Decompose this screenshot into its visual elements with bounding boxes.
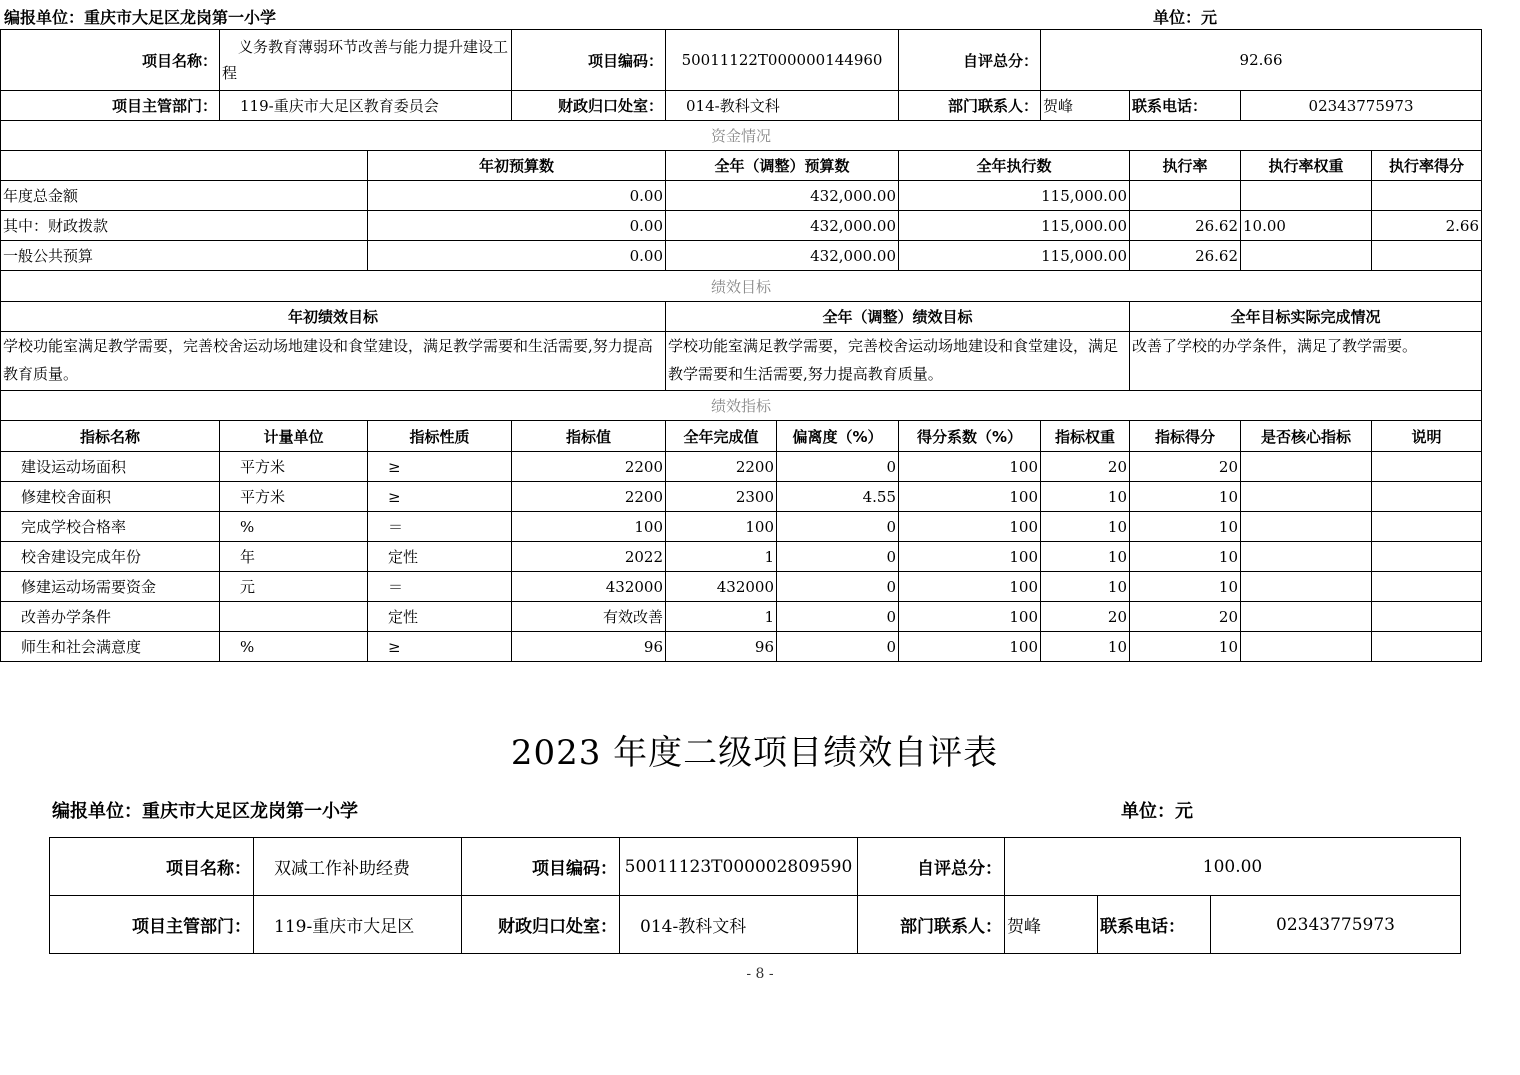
phone-label: 联系电话： bbox=[1130, 91, 1241, 121]
indicator-score: 10 bbox=[1130, 632, 1241, 662]
funds-section-title: 资金情况 bbox=[1, 121, 1482, 151]
funds-header-rate: 执行率 bbox=[1130, 151, 1241, 181]
indicator-core bbox=[1241, 632, 1372, 662]
funds-row bbox=[1, 211, 1482, 241]
funds-row-executed: 115,000.00 bbox=[899, 181, 1130, 211]
phone-label: 联系电话： bbox=[1098, 896, 1211, 954]
funds-row bbox=[1, 241, 1482, 271]
reporting-unit-label: 编报单位：重庆市大足区龙岗第一小学 bbox=[4, 8, 277, 27]
indicator-note bbox=[1372, 482, 1482, 512]
page-number: - 8 - bbox=[746, 966, 774, 982]
indicator-weight: 20 bbox=[1041, 452, 1130, 482]
funds-row-rate bbox=[1130, 181, 1241, 211]
ind-header-deviation: 偏离度（%） bbox=[777, 421, 899, 452]
ind-header-coefficient: 得分系数（%） bbox=[899, 421, 1041, 452]
indicator-note bbox=[1372, 542, 1482, 572]
indicator-score: 10 bbox=[1130, 542, 1241, 572]
project-info-row-1 bbox=[50, 838, 1461, 896]
goals-header-initial: 年初绩效目标 bbox=[1, 302, 666, 332]
indicator-deviation: 4.55 bbox=[777, 482, 899, 512]
indicator-row bbox=[1, 452, 1482, 482]
indicator-value: 2200 bbox=[512, 482, 666, 512]
indicator-note bbox=[1372, 512, 1482, 542]
self-score-label: 自评总分： bbox=[899, 30, 1041, 91]
indicator-unit: 平方米 bbox=[220, 452, 368, 482]
funds-row-weight bbox=[1241, 241, 1372, 271]
indicator-done: 432000 bbox=[666, 572, 777, 602]
indicator-name: 建设运动场面积 bbox=[1, 452, 220, 482]
indicator-deviation: 0 bbox=[777, 512, 899, 542]
indicator-core bbox=[1241, 482, 1372, 512]
funds-row-initial: 0.00 bbox=[368, 241, 666, 271]
indicator-core bbox=[1241, 452, 1372, 482]
funds-row-rate: 26.62 bbox=[1130, 241, 1241, 271]
funds-row-score: 2.66 bbox=[1372, 211, 1482, 241]
page-title: 2023 年度二级项目绩效自评表 bbox=[510, 733, 999, 773]
indicator-nature: ＝ bbox=[368, 512, 512, 542]
project-name-label: 项目名称： bbox=[50, 838, 254, 896]
phone-value: 02343775973 bbox=[1211, 896, 1461, 954]
indicator-deviation: 0 bbox=[777, 572, 899, 602]
indicator-done: 96 bbox=[666, 632, 777, 662]
indicator-nature: ≥ bbox=[368, 452, 512, 482]
indicator-coefficient: 100 bbox=[899, 602, 1041, 632]
contact-value: 贺峰 bbox=[1041, 91, 1130, 121]
contact-label: 部门联系人： bbox=[899, 91, 1041, 121]
indicator-nature: ≥ bbox=[368, 632, 512, 662]
currency-unit-label: 单位：元 bbox=[1153, 8, 1218, 27]
indicator-deviation: 0 bbox=[777, 632, 899, 662]
ind-header-core: 是否核心指标 bbox=[1241, 421, 1372, 452]
indicator-row bbox=[1, 602, 1482, 632]
indicator-name: 校舍建设完成年份 bbox=[1, 542, 220, 572]
goals-section-title: 绩效目标 bbox=[1, 271, 1482, 302]
indicator-deviation: 0 bbox=[777, 452, 899, 482]
dept-value: 119-重庆市大足区教育委员会 bbox=[220, 91, 512, 121]
funds-row bbox=[1, 181, 1482, 211]
indicator-nature: ≥ bbox=[368, 482, 512, 512]
funds-row-adjusted: 432,000.00 bbox=[666, 181, 899, 211]
indicators-header-row bbox=[1, 421, 1482, 452]
goals-adjusted-text: 学校功能室满足教学需要，完善校舍运动场地建设和食堂建设，满足教学需要和生活需要,努力提高教育质量。 bbox=[666, 332, 1130, 391]
indicator-score: 10 bbox=[1130, 482, 1241, 512]
indicator-value: 2200 bbox=[512, 452, 666, 482]
funds-row-executed: 115,000.00 bbox=[899, 211, 1130, 241]
indicator-unit: % bbox=[220, 632, 368, 662]
indicator-score: 20 bbox=[1130, 452, 1241, 482]
indicator-done: 2200 bbox=[666, 452, 777, 482]
funds-row-adjusted: 432,000.00 bbox=[666, 211, 899, 241]
indicator-unit bbox=[220, 602, 368, 632]
indicator-note bbox=[1372, 632, 1482, 662]
indicator-score: 20 bbox=[1130, 602, 1241, 632]
indicator-nature: ＝ bbox=[368, 572, 512, 602]
indicator-deviation: 0 bbox=[777, 602, 899, 632]
dept-label: 项目主管部门： bbox=[50, 896, 254, 954]
self-score-value: 92.66 bbox=[1041, 30, 1482, 91]
dept-value: 119-重庆市大足区 bbox=[254, 896, 462, 954]
funds-row-executed: 115,000.00 bbox=[899, 241, 1130, 271]
funds-header-weight: 执行率权重 bbox=[1241, 151, 1372, 181]
funds-row-label: 其中：财政拨款 bbox=[1, 211, 368, 241]
project-info-row-2 bbox=[50, 896, 1461, 954]
indicator-coefficient: 100 bbox=[899, 572, 1041, 602]
funds-section-row bbox=[1, 121, 1482, 151]
self-score-label: 自评总分： bbox=[858, 838, 1005, 896]
indicator-value: 有效改善 bbox=[512, 602, 666, 632]
contact-label: 部门联系人： bbox=[858, 896, 1005, 954]
project-code-value: 50011122T000000144960 bbox=[666, 30, 899, 91]
funds-row-rate: 26.62 bbox=[1130, 211, 1241, 241]
indicator-deviation: 0 bbox=[777, 542, 899, 572]
project-info-row-2 bbox=[1, 91, 1482, 121]
funds-row-weight: 10.00 bbox=[1241, 211, 1372, 241]
funds-row-weight bbox=[1241, 181, 1372, 211]
indicator-core bbox=[1241, 542, 1372, 572]
indicator-coefficient: 100 bbox=[899, 512, 1041, 542]
indicator-row bbox=[1, 482, 1482, 512]
indicator-value: 2022 bbox=[512, 542, 666, 572]
indicator-done: 1 bbox=[666, 602, 777, 632]
indicator-done: 1 bbox=[666, 542, 777, 572]
funds-header-initial: 年初预算数 bbox=[368, 151, 666, 181]
funds-row-label: 年度总金额 bbox=[1, 181, 368, 211]
indicator-coefficient: 100 bbox=[899, 542, 1041, 572]
indicator-done: 100 bbox=[666, 512, 777, 542]
indicator-weight: 10 bbox=[1041, 632, 1130, 662]
contact-value: 贺峰 bbox=[1005, 896, 1098, 954]
phone-value: 02343775973 bbox=[1241, 91, 1482, 121]
indicators-section-row bbox=[1, 391, 1482, 421]
ind-header-nature: 指标性质 bbox=[368, 421, 512, 452]
ind-header-score: 指标得分 bbox=[1130, 421, 1241, 452]
ind-header-done: 全年完成值 bbox=[666, 421, 777, 452]
funds-header-score: 执行率得分 bbox=[1372, 151, 1482, 181]
indicator-name: 师生和社会满意度 bbox=[1, 632, 220, 662]
indicator-weight: 10 bbox=[1041, 512, 1130, 542]
funds-row-score bbox=[1372, 181, 1482, 211]
indicator-weight: 10 bbox=[1041, 482, 1130, 512]
funds-header-adjusted: 全年（调整）预算数 bbox=[666, 151, 899, 181]
indicator-name: 改善办学条件 bbox=[1, 602, 220, 632]
goals-header-actual: 全年目标实际完成情况 bbox=[1130, 302, 1482, 332]
project-name-value: 双减工作补助经费 bbox=[254, 838, 462, 896]
indicator-row bbox=[1, 512, 1482, 542]
project-info-table-2 bbox=[49, 837, 1461, 954]
funds-row-score bbox=[1372, 241, 1482, 271]
indicator-core bbox=[1241, 512, 1372, 542]
indicator-name: 修建运动场需要资金 bbox=[1, 572, 220, 602]
indicator-score: 10 bbox=[1130, 512, 1241, 542]
indicator-note bbox=[1372, 602, 1482, 632]
dept-label: 项目主管部门： bbox=[1, 91, 220, 121]
goals-header-row bbox=[1, 302, 1482, 332]
indicator-done: 2300 bbox=[666, 482, 777, 512]
indicator-unit: 平方米 bbox=[220, 482, 368, 512]
indicator-coefficient: 100 bbox=[899, 452, 1041, 482]
funds-row-adjusted: 432,000.00 bbox=[666, 241, 899, 271]
ind-header-value: 指标值 bbox=[512, 421, 666, 452]
indicator-note bbox=[1372, 452, 1482, 482]
indicator-note bbox=[1372, 572, 1482, 602]
project-name-value: 义务教育薄弱环节改善与能力提升建设工程 bbox=[220, 30, 512, 91]
project-code-label: 项目编码： bbox=[512, 30, 666, 91]
project-code-value: 50011123T000002809590 bbox=[620, 838, 858, 896]
indicator-row bbox=[1, 542, 1482, 572]
indicator-value: 432000 bbox=[512, 572, 666, 602]
funds-row-label: 一般公共预算 bbox=[1, 241, 368, 271]
indicator-weight: 10 bbox=[1041, 542, 1130, 572]
indicator-nature: 定性 bbox=[368, 542, 512, 572]
indicator-unit: 元 bbox=[220, 572, 368, 602]
goals-content-row bbox=[1, 332, 1482, 391]
goals-initial-text: 学校功能室满足教学需要，完善校舍运动场地建设和食堂建设，满足教学需要和生活需要,努力提高教育质量。 bbox=[1, 332, 666, 391]
reporting-unit-label-2: 编报单位：重庆市大足区龙岗第一小学 bbox=[52, 801, 358, 822]
indicator-name: 完成学校合格率 bbox=[1, 512, 220, 542]
indicator-coefficient: 100 bbox=[899, 482, 1041, 512]
ind-header-weight: 指标权重 bbox=[1041, 421, 1130, 452]
indicator-score: 10 bbox=[1130, 572, 1241, 602]
project-name-label: 项目名称： bbox=[1, 30, 220, 91]
finance-office-label: 财政归口处室： bbox=[512, 91, 666, 121]
ind-header-unit: 计量单位 bbox=[220, 421, 368, 452]
goals-actual-text: 改善了学校的办学条件，满足了教学需要。 bbox=[1130, 332, 1482, 391]
goals-header-adjusted: 全年（调整）绩效目标 bbox=[666, 302, 1130, 332]
indicator-value: 100 bbox=[512, 512, 666, 542]
indicator-unit: % bbox=[220, 512, 368, 542]
funds-row-initial: 0.00 bbox=[368, 211, 666, 241]
currency-unit-label-2: 单位：元 bbox=[1121, 801, 1193, 822]
indicator-core bbox=[1241, 602, 1372, 632]
indicator-row bbox=[1, 632, 1482, 662]
indicator-weight: 10 bbox=[1041, 572, 1130, 602]
funds-header-executed: 全年执行数 bbox=[899, 151, 1130, 181]
project-evaluation-table bbox=[0, 29, 1482, 662]
goals-section-row bbox=[1, 271, 1482, 302]
indicators-section-title: 绩效指标 bbox=[1, 391, 1482, 421]
finance-office-label: 财政归口处室： bbox=[462, 896, 620, 954]
ind-header-name: 指标名称 bbox=[1, 421, 220, 452]
indicator-unit: 年 bbox=[220, 542, 368, 572]
finance-office-value: 014-教科文科 bbox=[620, 896, 858, 954]
funds-header-row bbox=[1, 151, 1482, 181]
funds-row-initial: 0.00 bbox=[368, 181, 666, 211]
project-info-row-1 bbox=[1, 30, 1482, 91]
indicator-nature: 定性 bbox=[368, 602, 512, 632]
indicator-value: 96 bbox=[512, 632, 666, 662]
ind-header-note: 说明 bbox=[1372, 421, 1482, 452]
indicator-weight: 20 bbox=[1041, 602, 1130, 632]
indicator-coefficient: 100 bbox=[899, 632, 1041, 662]
project-code-label: 项目编码： bbox=[462, 838, 620, 896]
indicator-name: 修建校舍面积 bbox=[1, 482, 220, 512]
self-score-value: 100.00 bbox=[1005, 838, 1461, 896]
indicator-core bbox=[1241, 572, 1372, 602]
indicator-row bbox=[1, 572, 1482, 602]
finance-office-value: 014-教科文科 bbox=[666, 91, 899, 121]
